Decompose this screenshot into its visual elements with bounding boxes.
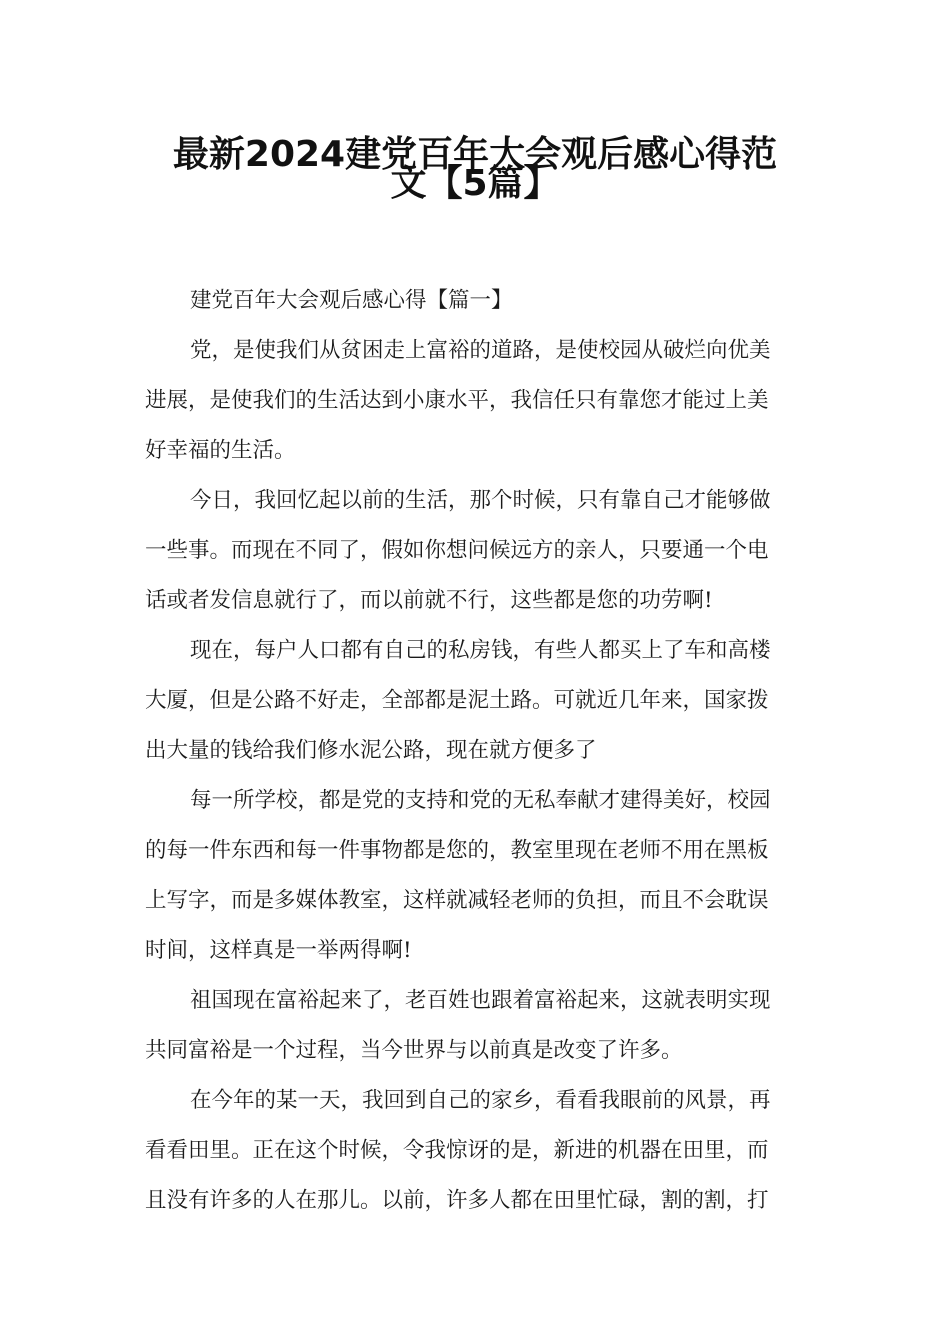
paragraph-line: 话或者发信息就行了，而以前就不行，这些都是您的功劳啊!: [145, 588, 713, 613]
paragraph-line: 共同富裕是一个过程，当今世界与以前真是改变了许多。: [145, 1038, 683, 1063]
paragraph-line: 党，是使我们从贫困走上富裕的道路，是使校园从破烂向优美: [190, 338, 771, 363]
paragraph-line: 且没有许多的人在那儿。以前，许多人都在田里忙碌，割的割，打: [145, 1188, 769, 1213]
paragraph-line: 的每一件东西和每一件事物都是您的，教室里现在老师不用在黑板: [145, 838, 769, 863]
paragraph-line: 好幸福的生活。: [145, 438, 296, 463]
paragraph-line: 一些事。而现在不同了，假如你想问候远方的亲人，只要通一个电: [145, 538, 769, 563]
paragraph-line: 上写字，而是多媒体教室，这样就减轻老师的负担，而且不会耽误: [145, 888, 769, 913]
document-title-line-1: 最新2024建党百年大会观后感心得范: [172, 134, 778, 175]
paragraph-line: 大厦，但是公路不好走，全部都是泥土路。可就近几年来，国家拨: [145, 688, 769, 713]
paragraph-line: 进展，是使我们的生活达到小康水平，我信任只有靠您才能过上美: [145, 388, 769, 413]
paragraph-line: 在今年的某一天，我回到自己的家乡，看看我眼前的风景，再: [190, 1088, 771, 1113]
document-title-line-2: 文【5篇】: [390, 163, 560, 204]
paragraph-line: 祖国现在富裕起来了，老百姓也跟着富裕起来，这就表明实现: [190, 988, 771, 1013]
paragraph-line: 现在，每户人口都有自己的私房钱，有些人都买上了车和高楼: [190, 638, 771, 663]
paragraph-line: 时间，这样真是一举两得啊!: [145, 938, 412, 963]
section-heading: 建党百年大会观后感心得【篇一】: [190, 288, 513, 313]
paragraph-line: 看看田里。正在这个时候，令我惊讶的是，新进的机器在田里，而: [145, 1138, 769, 1163]
paragraph-line: 今日，我回忆起以前的生活，那个时候，只有靠自己才能够做: [190, 488, 771, 513]
paragraph-line: 每一所学校，都是党的支持和党的无私奉献才建得美好，校园: [190, 788, 771, 813]
paragraph-line: 出大量的钱给我们修水泥公路，现在就方便多了: [145, 738, 597, 763]
